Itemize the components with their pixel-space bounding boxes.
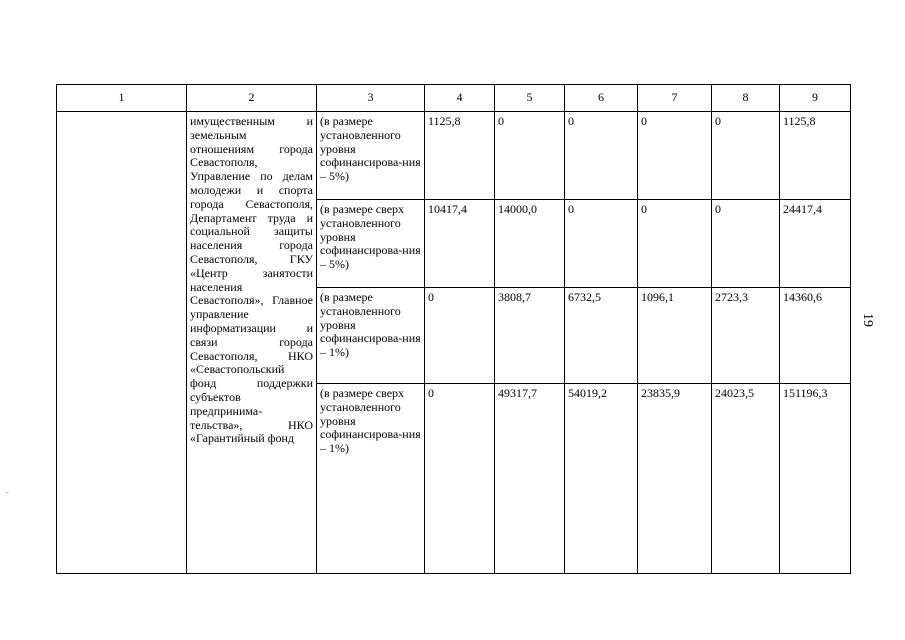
table-row	[57, 112, 851, 200]
value-cell: 0	[495, 112, 565, 200]
program-cell	[57, 112, 187, 574]
condition-cell: (в размере сверх установленного уровня софинансирова-ния – 1%)	[317, 384, 425, 574]
value-cell: 0	[425, 384, 495, 574]
total-cell: 14360,6	[780, 288, 851, 384]
condition-cell: (в размере сверх установленного уровня софинансирова-ния – 5%)	[317, 200, 425, 288]
value-cell: 0	[638, 112, 712, 200]
column-header: 6	[565, 85, 638, 112]
value-cell: 14000,0	[495, 200, 565, 288]
value-cell: 0	[565, 200, 638, 288]
table-header-row	[57, 85, 851, 112]
column-header: 9	[780, 85, 851, 112]
column-header: 1	[57, 85, 187, 112]
value-cell: 54019,2	[565, 384, 638, 574]
financing-table	[56, 84, 851, 574]
value-cell: 0	[638, 200, 712, 288]
value-cell: 10417,4	[425, 200, 495, 288]
value-cell: 1125,8	[425, 112, 495, 200]
column-header: 2	[187, 85, 317, 112]
page-number: 19	[860, 313, 875, 327]
value-cell: 0	[712, 112, 780, 200]
column-header: 5	[495, 85, 565, 112]
value-cell: 2723,3	[712, 288, 780, 384]
organizations-cell: имущественным и земельным отношениям города Севастополя, Управление по делам молодежи и спорта города Севастополя, Департамент труда и социальной защиты населения города Севастополя, ГКУ «Центр занятости населения Севастополя», Главное управление информатизации и связи города Севастополя, НКО «Севастопольский фонд поддержки субъектов предпринима-тельства», НКО «Гарантийный фонд	[187, 112, 317, 574]
condition-cell: (в размере установленного уровня софинансирова-ния – 1%)	[317, 288, 425, 384]
condition-cell: (в размере установленного уровня софинансирова-ния – 5%)	[317, 112, 425, 200]
edge-mark: -	[6, 488, 9, 497]
value-cell: 49317,7	[495, 384, 565, 574]
value-cell: 23835,9	[638, 384, 712, 574]
total-cell: 1125,8	[780, 112, 851, 200]
total-cell: 24417,4	[780, 200, 851, 288]
column-header: 7	[638, 85, 712, 112]
column-header: 3	[317, 85, 425, 112]
column-header: 4	[425, 85, 495, 112]
value-cell: 24023,5	[712, 384, 780, 574]
column-header: 8	[712, 85, 780, 112]
value-cell: 1096,1	[638, 288, 712, 384]
value-cell: 3808,7	[495, 288, 565, 384]
value-cell: 0	[565, 112, 638, 200]
value-cell: 6732,5	[565, 288, 638, 384]
total-cell: 151196,3	[780, 384, 851, 574]
value-cell: 0	[712, 200, 780, 288]
value-cell: 0	[425, 288, 495, 384]
